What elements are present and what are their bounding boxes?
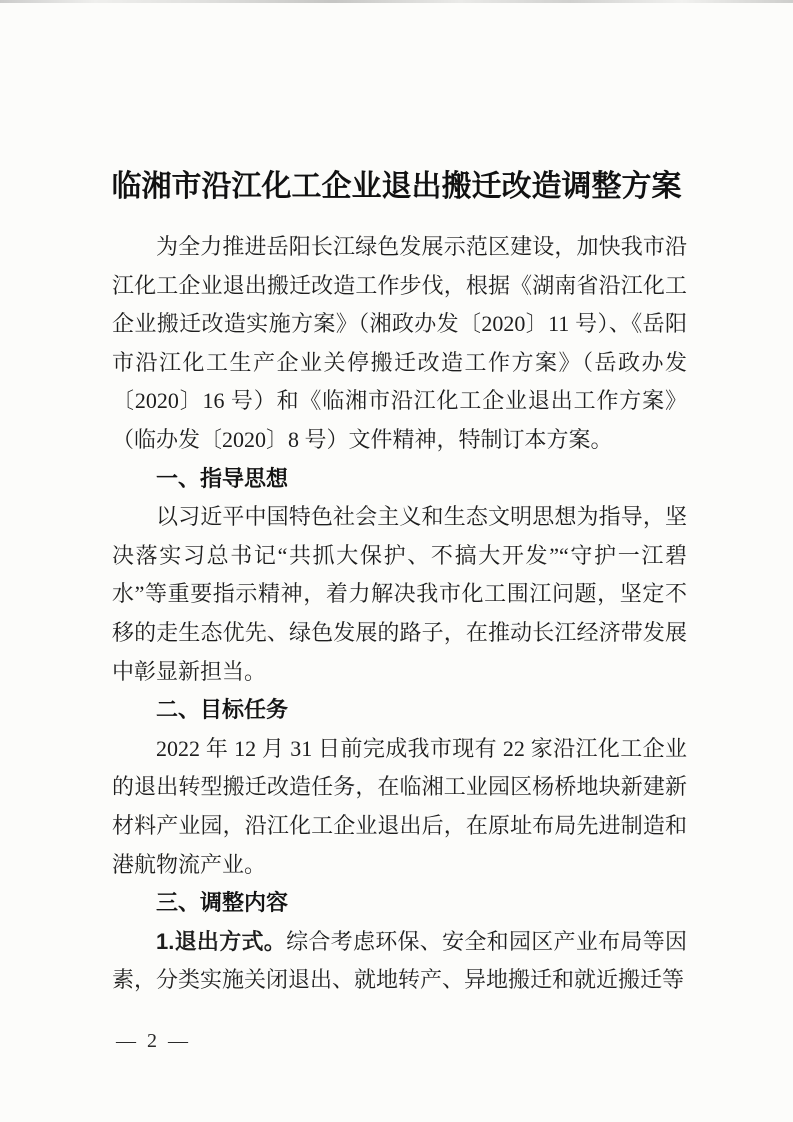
paragraph-exit-method-lead: 1.退出方式。 (156, 928, 287, 954)
paragraph-guiding-ideology-text: 以习近平中国特色社会主义和生态文明思想为指导，坚决落实习总书记“共抓大保护、不搞大开发”“守护一江碧水”等重要指示精神，着力解决我市化工围江问题，坚定不移的走生态优先、绿色发展的路子，在推动长江经济带发展中彰显新担当。 (112, 504, 687, 684)
heading-section-1: 一、指导思想 (156, 465, 289, 491)
paragraph-exit-method (112, 923, 687, 1000)
heading-section-3: 三、调整内容 (156, 890, 289, 916)
paragraph-target-task-text: 2022 年 12 月 31 日前完成我市现有 22 家沿江化工企业的退出转型搬迁改造任务，在临湘工业园区杨桥地块新建新材料产业园，沿江化工企业退出后，在原址布局先进制造和港航物流产业。 (112, 735, 687, 877)
paragraph-intro (112, 228, 687, 460)
heading-section-2: 二、目标任务 (156, 697, 289, 723)
paragraph-target-task (112, 730, 687, 884)
paragraph-exit-method-text: 综合考虑环保、安全和园区产业布局等因素，分类实施关闭退出、就地转产、异地搬迁和就近搬迁等 (112, 928, 687, 993)
paragraph-intro-text: 为全力推进岳阳长江绿色发展示范区建设，加快我市沿江化工企业退出搬迁改造工作步伐，根据《湖南省沿江化工企业搬迁改造实施方案》（湘政办发〔2020〕11 号）、《岳阳市沿江化工生产企业关停搬迁改造工作方案》（岳政办发〔2020〕16 号）和《临湘市沿江化工企业退出工作方案》（临办发〔2020〕8 号）文件精神，特制订本方案。 (112, 234, 687, 452)
document-title: 临湘市沿江化工企业退出搬迁改造调整方案 (111, 170, 682, 204)
page-number: — 2 — (116, 1030, 191, 1052)
document-body (112, 228, 687, 1000)
scan-edge-artifact (0, 0, 793, 3)
paragraph-guiding-ideology (112, 498, 687, 691)
